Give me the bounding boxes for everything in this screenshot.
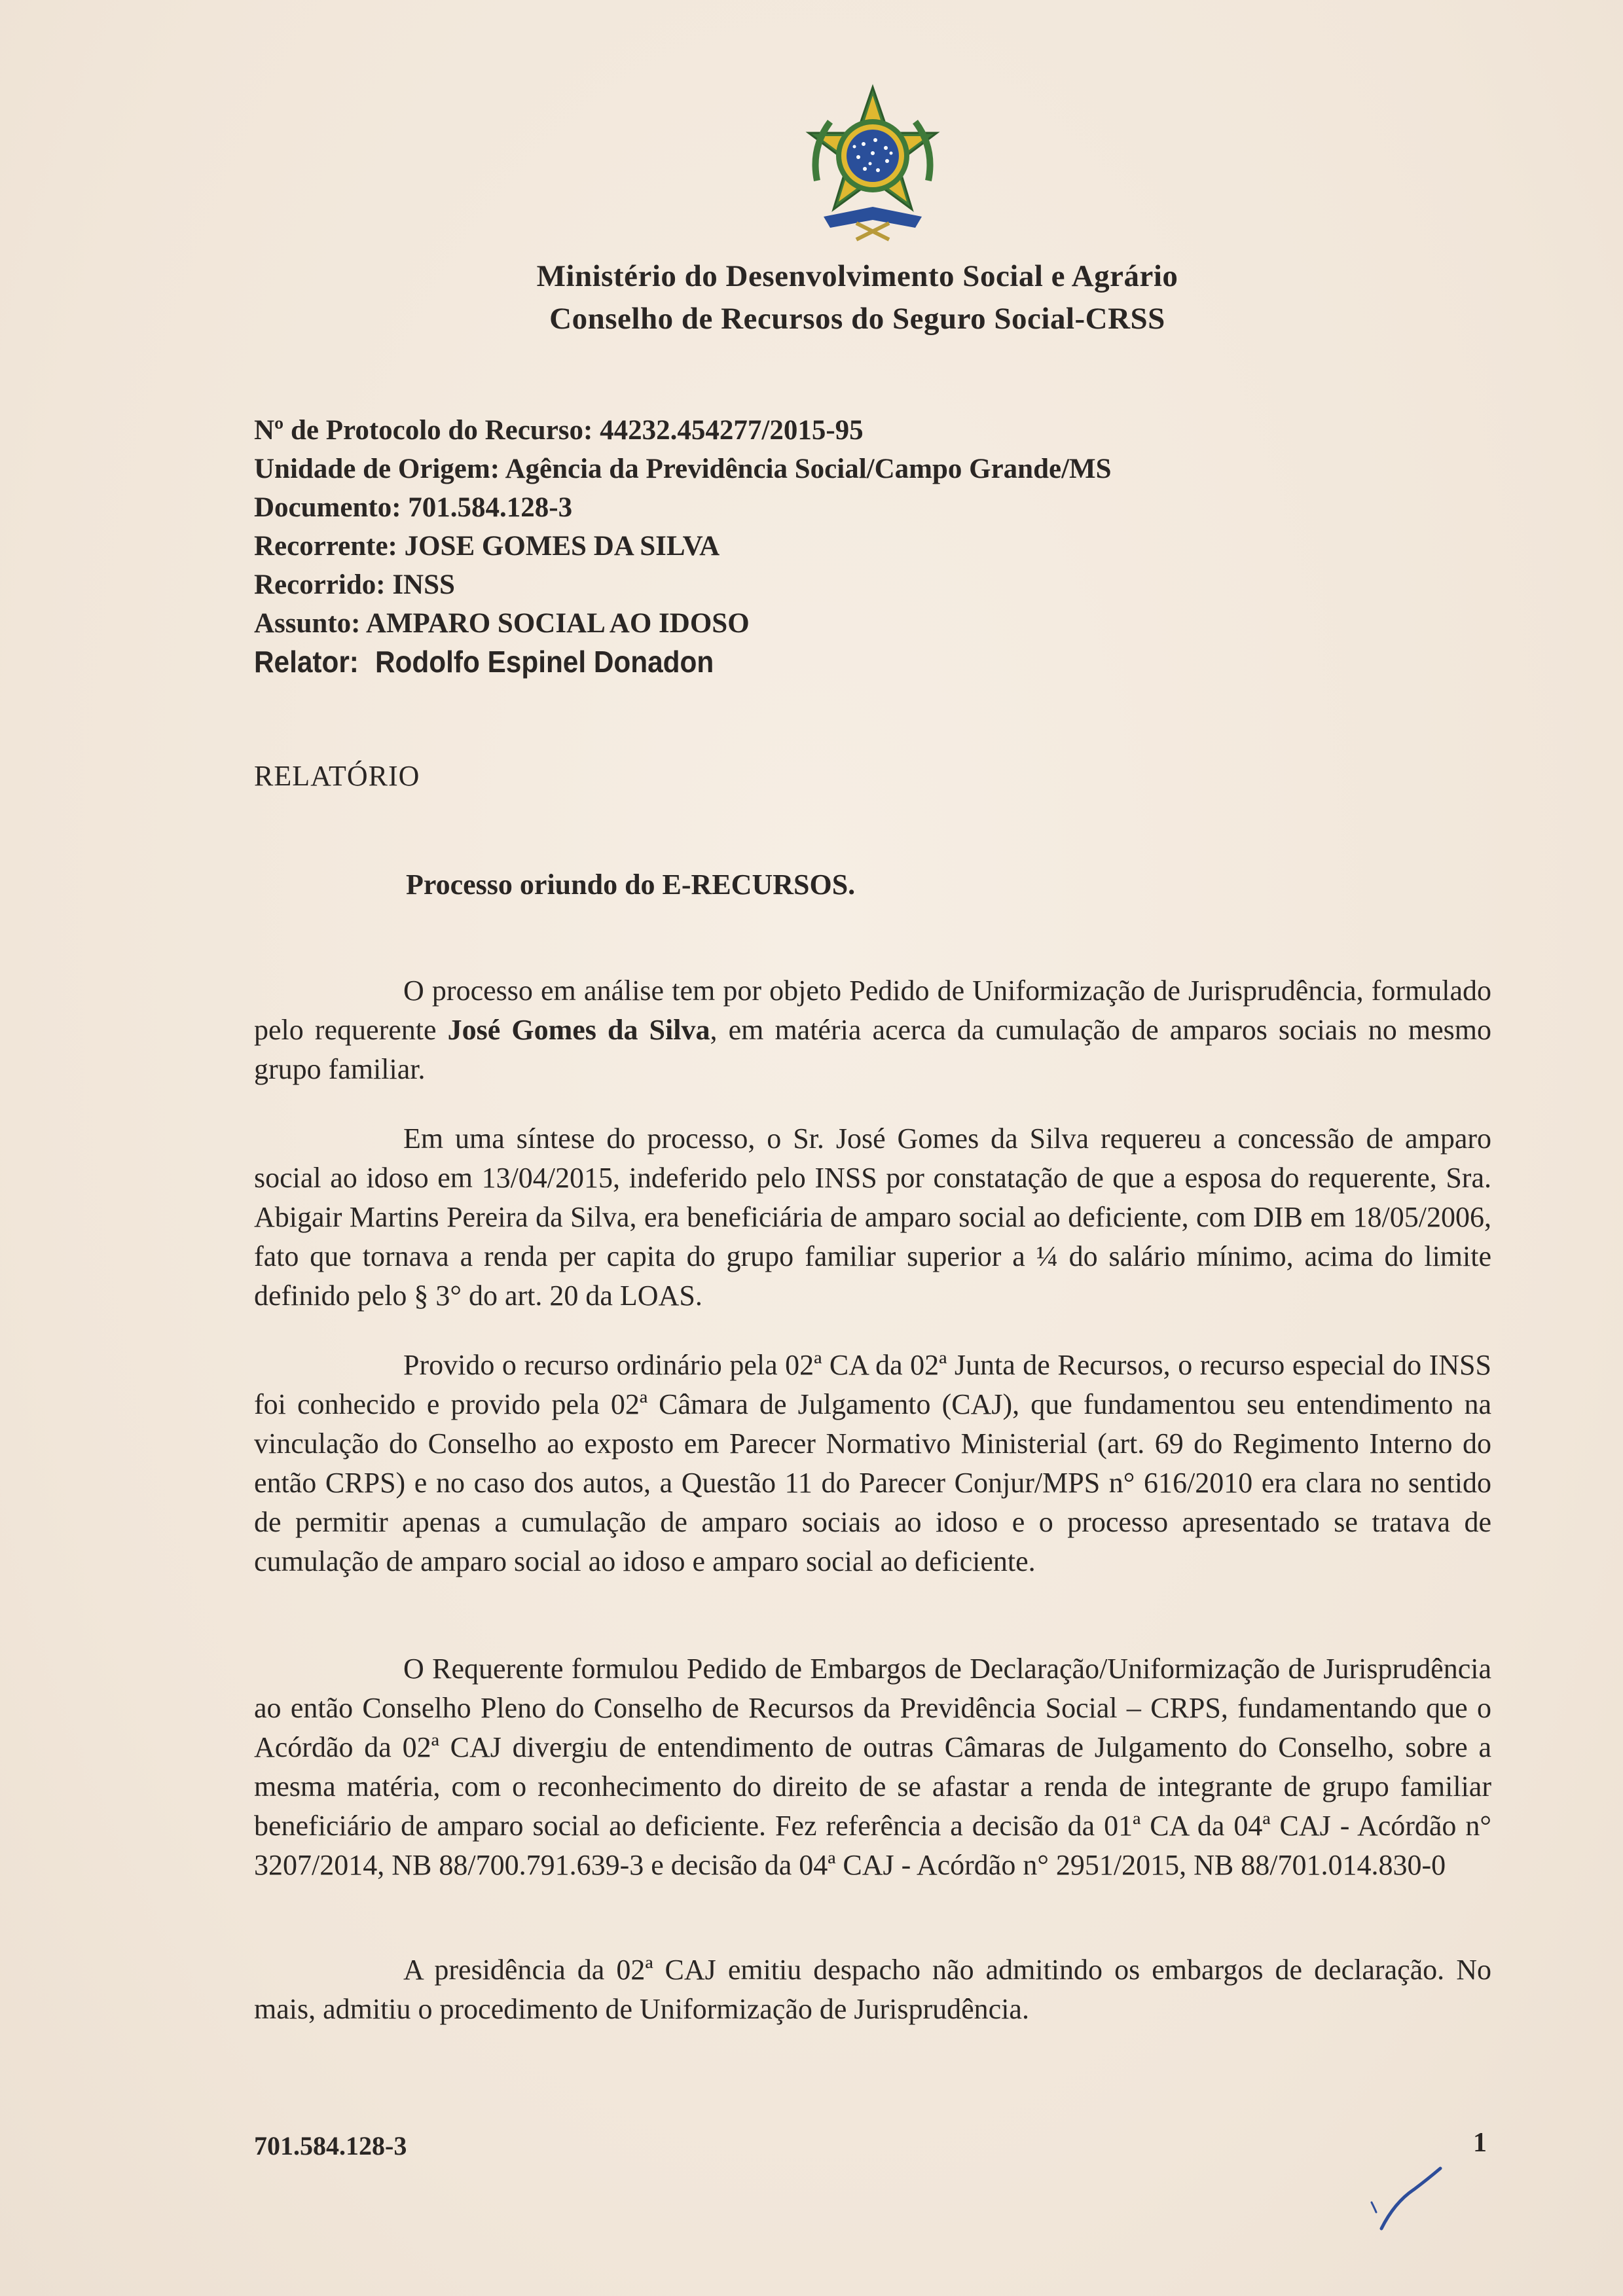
- subject-value: AMPARO SOCIAL AO IDOSO: [365, 608, 750, 639]
- origin-row: [254, 450, 1112, 488]
- paragraph-1: [254, 971, 1491, 1089]
- rapporteur-label: Relator:: [254, 645, 359, 679]
- appellant-row: [254, 527, 1112, 565]
- document-row: [254, 488, 1112, 527]
- section-title: RELATÓRIO: [254, 760, 420, 792]
- handwritten-initial-mark: [1368, 2163, 1453, 2235]
- process-origin-subtitle: Processo oriundo do E-RECURSOS.: [406, 869, 856, 901]
- document-label: Documento:: [254, 492, 401, 523]
- protocol-label: Nº de Protocolo do Recurso:: [254, 415, 593, 446]
- rapporteur-value: Rodolfo Espinel Donadon: [374, 645, 714, 679]
- document-value: 701.584.128-3: [408, 492, 573, 523]
- requester-name: José Gomes da Silva: [447, 1014, 710, 1046]
- ministry-heading: Ministério do Desenvolvimento Social e Agrário: [536, 259, 1178, 293]
- page-number: 1: [1473, 2128, 1487, 2158]
- subject-row: [254, 604, 1112, 643]
- paragraph-1-end: , em matéria acerca da cumulação de amparos sociais no mesmo grupo familiar.: [254, 1014, 1491, 1085]
- rapporteur-row: [254, 643, 1112, 683]
- origin-label: Unidade de Origem:: [254, 454, 500, 484]
- subject-label: Assunto:: [254, 608, 361, 639]
- respondent-label: Recorrido:: [254, 569, 386, 600]
- paragraph-2: Em uma síntese do processo, o Sr. José Gomes da Silva requereu a concessão de amparo social ao idoso em 13/04/2015, indeferido pelo INSS por constatação de que a esposa do requerente, Sra. Abigair Martins Pereira da Silva, era beneficiária de amparo social ao deficiente, com DIB em 18/05/2006, fato que tornava a renda per capita do grupo familiar superior a ¼ do salário mínimo, acima do limite definido pelo § 3° do art. 20 da LOAS.: [254, 1122, 1491, 1312]
- protocol-value: 44232.454277/2015-95: [600, 415, 864, 446]
- council-heading: Conselho de Recursos do Seguro Social-CRSS: [549, 302, 1165, 336]
- appellant-value: JOSE GOMES DA SILVA: [404, 531, 720, 562]
- paragraph-3: Provido o recurso ordinário pela 02ª CA da 02ª Junta de Recursos, o recurso especial do INSS foi conhecido e provido pela 02ª Câmara de Julgamento (CAJ), que fundamentou seu entendimento na vinculação do Conselho ao exposto em Parecer Normativo Ministerial (art. 69 do Regimento Interno do então CRPS) e no caso dos autos, a Questão 11 do Parecer Conjur/MPS n° 616/2010 era clara no sentido de permitir apenas a cumulação de amparo sociais ao idoso e o processo apresentado se tratava de cumulação de amparo social ao idoso e amparo social ao deficiente.: [254, 1349, 1491, 1577]
- protocol-row: [254, 411, 1112, 450]
- respondent-value: INSS: [392, 569, 455, 600]
- case-metadata: [254, 411, 1112, 683]
- paragraph-5: A presidência da 02ª CAJ emitiu despacho não admitindo os embargos de declaração. No mais, admitiu o procedimento de Uniformização de Jurisprudência.: [254, 1954, 1491, 2025]
- coat-of-arms-emblem: [797, 82, 948, 243]
- respondent-row: [254, 565, 1112, 604]
- paragraph-4: O Requerente formulou Pedido de Embargos de Declaração/Uniformização de Jurisprudência ao então Conselho Pleno do Conselho de Recursos da Previdência Social – CRPS, fundamentando que o Acórdão da 02ª CAJ divergiu de entendimento de outras Câmaras de Julgamento do Conselho, sobre a mesma matéria, com o reconhecimento do direito de se afastar a renda de integrante de grupo familiar beneficiário de amparo social ao deficiente. Fez referência a decisão da 01ª CA da 04ª CAJ - Acórdão n° 3207/2014, NB 88/700.791.639-3 e decisão da 04ª CAJ - Acórdão n° 2951/2015, NB 88/701.014.830-0: [254, 1653, 1491, 1881]
- paragraph-1-start: O processo em análise tem por objeto Pedido de Uniformização de Jurisprudência, formulado pelo requerente: [254, 975, 1491, 1046]
- origin-value: Agência da Previdência Social/Campo Grande/MS: [505, 454, 1112, 484]
- footer-document-number: 701.584.128-3: [254, 2131, 407, 2161]
- appellant-label: Recorrente:: [254, 531, 397, 562]
